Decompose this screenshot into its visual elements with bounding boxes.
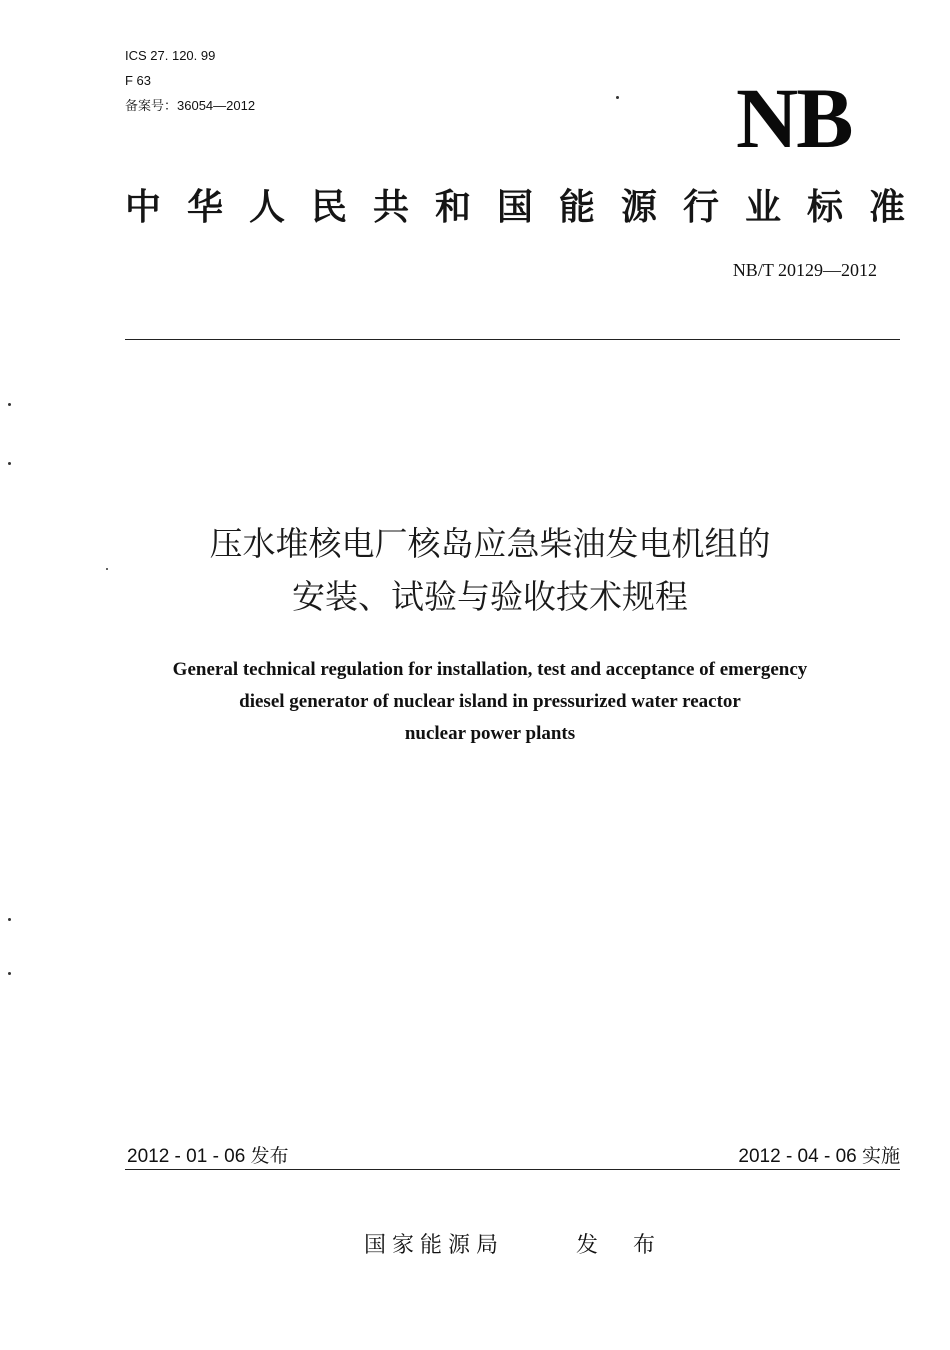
scan-speck [616,96,619,99]
scan-speck [106,568,108,570]
standard-title: 中华人民共和国能源行业标准 [125,187,932,228]
scan-speck [8,918,11,921]
footer-divider [125,1169,900,1170]
nb-logo: NB [736,70,852,166]
ics-code: ICS 27. 120. 99 [125,48,216,63]
issue-date: 2012 - 01 - 06 发布 [127,1146,289,1167]
scan-speck [8,462,11,465]
header-divider [125,339,900,340]
standard-number: NB/T 20129—2012 [732,260,877,280]
scan-speck [8,403,11,406]
classification-code: F 63 [125,73,152,88]
document-title-en-line-1: General technical regulation for installation, test and acceptance of emergency [172,659,808,680]
scan-speck [8,972,11,975]
document-title-zh-line-2: 安装、试验与验收技术规程 [292,577,688,616]
document-title-en [60,654,920,750]
implementation-date: 2012 - 04 - 06 实施 [738,1146,900,1167]
record-number: 备案号：36054—2012 [125,98,256,113]
document-title-en-line-3: nuclear power plants [404,723,576,744]
issuer-name: 国家能源局 [364,1233,505,1258]
document-title-en-line-2: diesel generator of nuclear island in pressurized water reactor [239,691,741,712]
document-title-zh-line-1: 压水堆核电厂核岛应急柴油发电机组的 [209,524,771,563]
issue-action: 发 布 [576,1233,669,1258]
